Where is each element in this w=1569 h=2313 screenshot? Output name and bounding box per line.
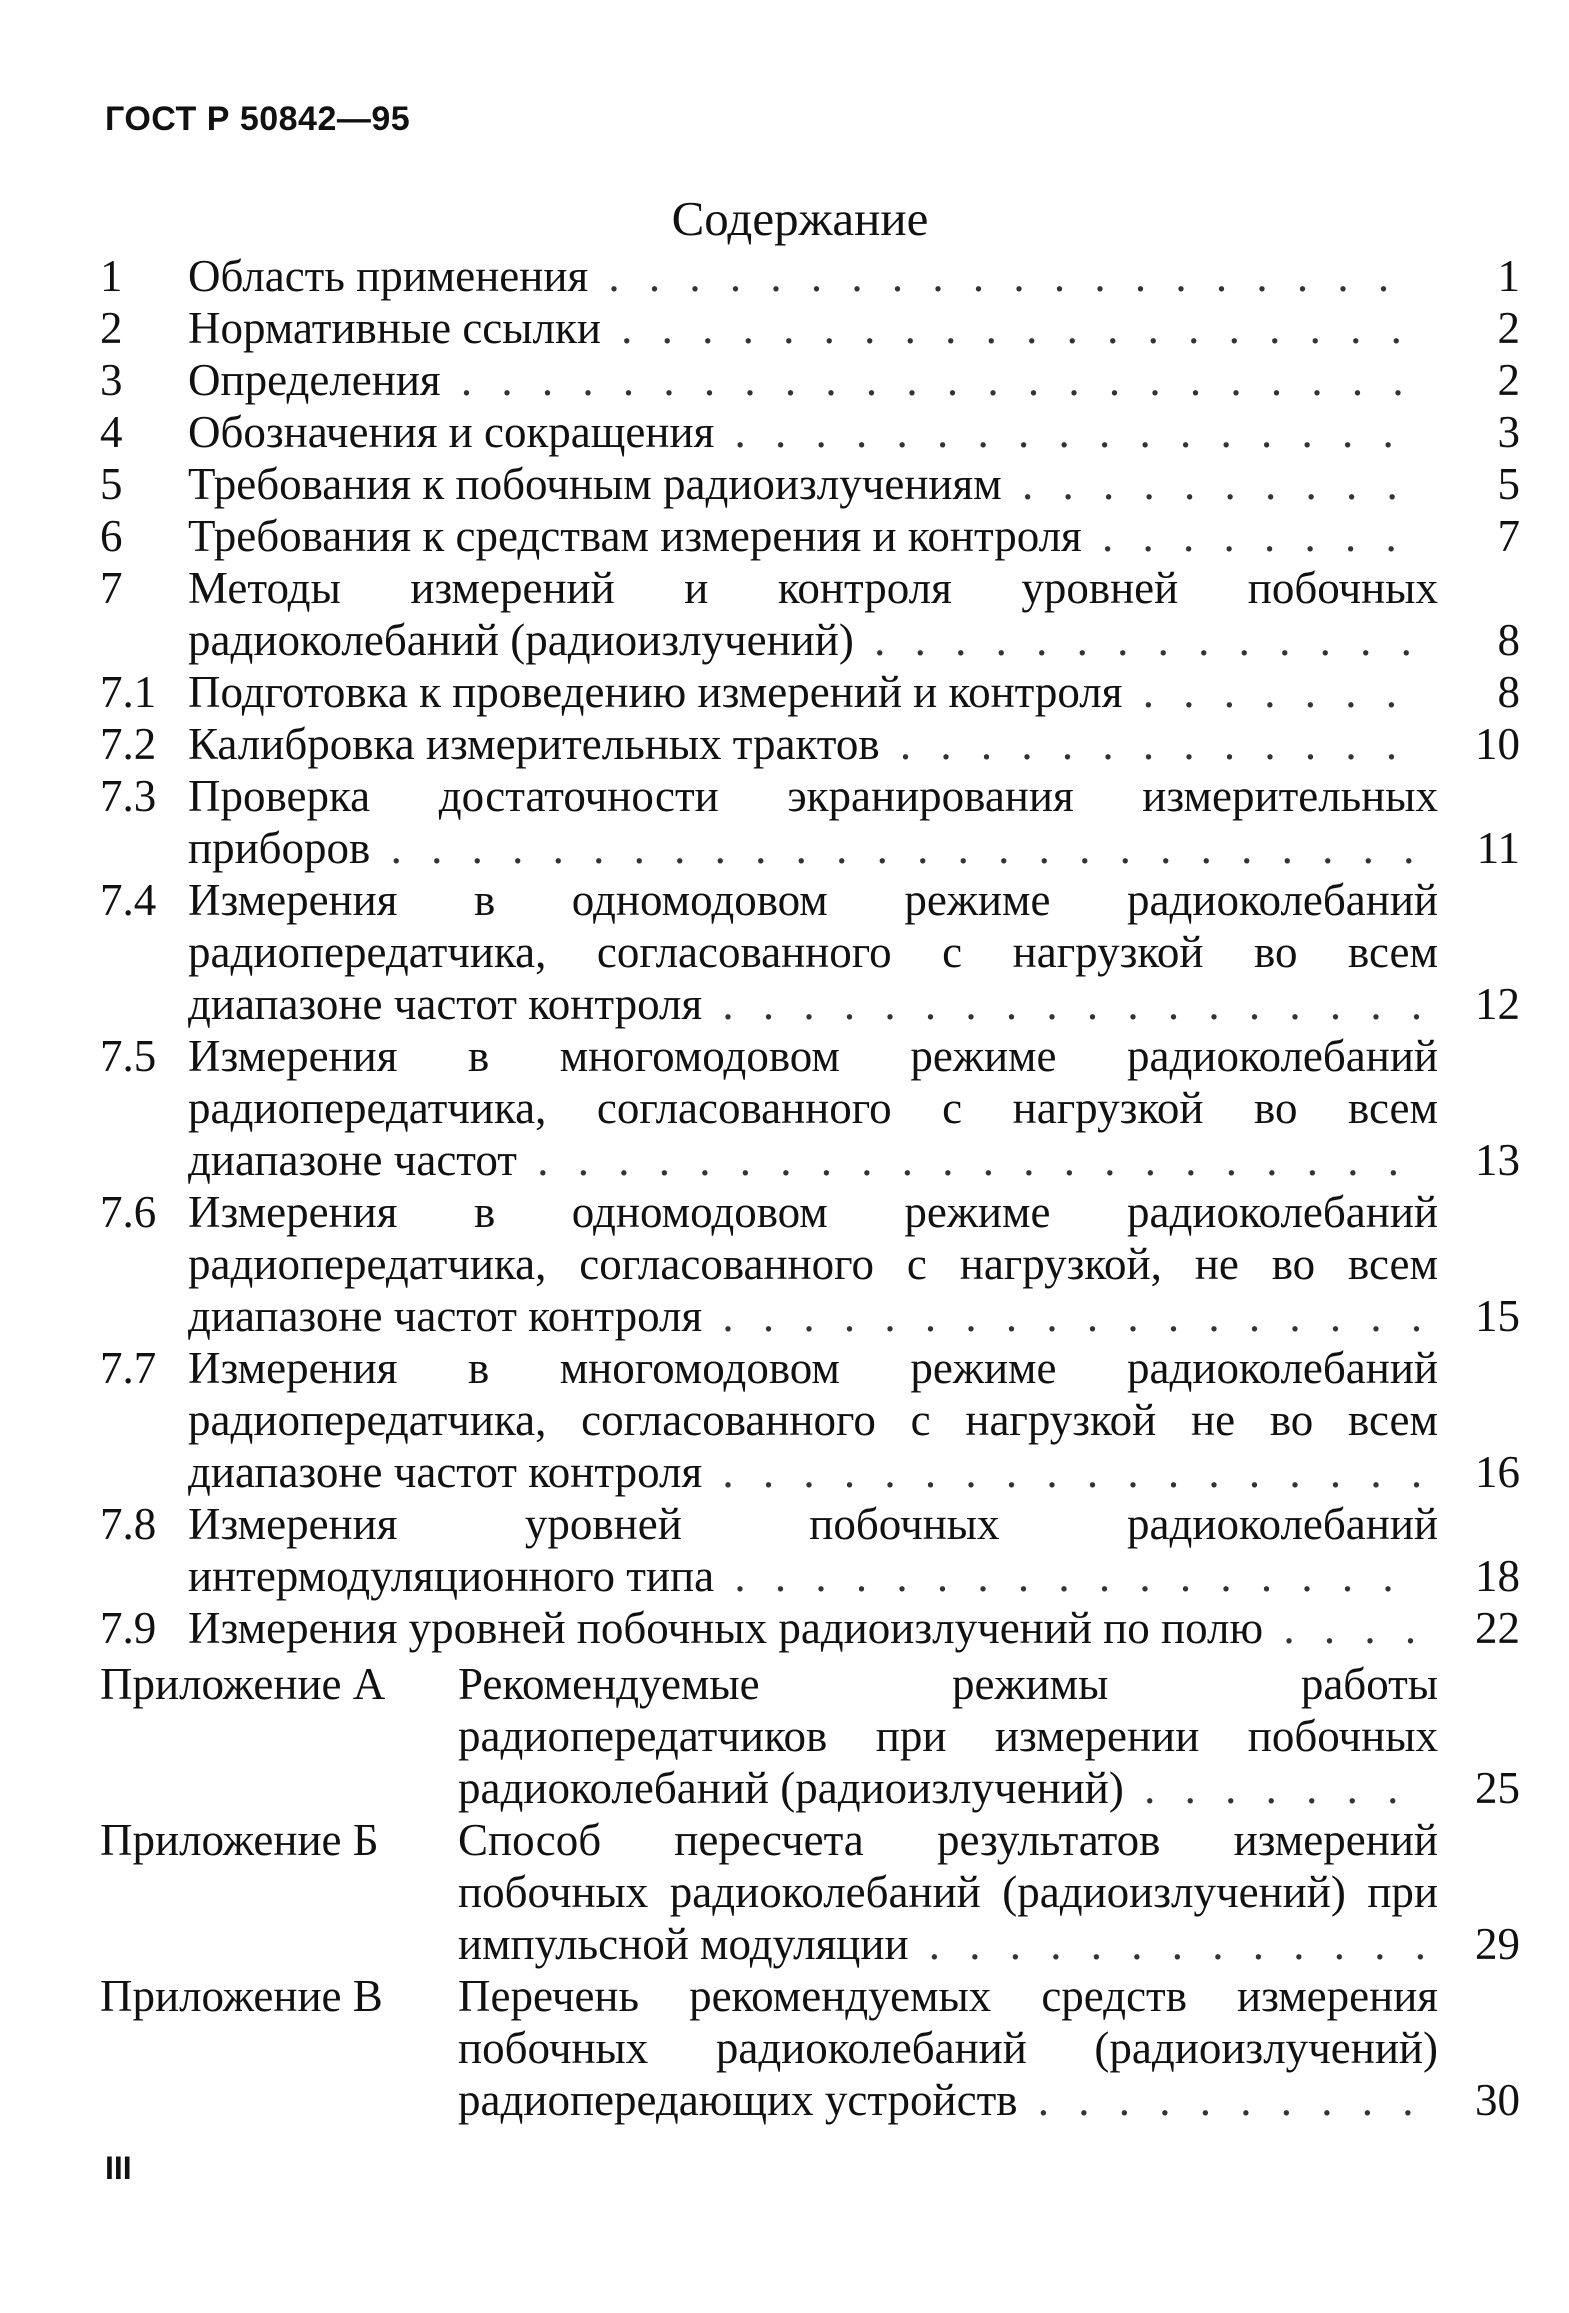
toc-entry — [100, 406, 1520, 458]
toc-entry — [100, 666, 1520, 718]
dot-leader: . . . . . . . — [1122, 667, 1406, 717]
entry-text: Измерения уровней побочных радиоколебаний интермодуляционного типа — [188, 1499, 1438, 1601]
entry-text: Измерения уровней побочных радиоизлучений по полю — [188, 1603, 1264, 1653]
entry-text: Рекомендуемые режимы работы радиопередатчиков при измерении побочных радиоколебаний (радиоизлучений) — [458, 1659, 1438, 1813]
page-number: 3 — [1497, 407, 1520, 457]
entry-text: Методы измерений и контроля уровней побочных радиоколебаний (радиоизлучений) — [188, 563, 1438, 665]
dot-leader: . . . . . . . . . . — [1017, 2075, 1423, 2125]
entry-text: Калибровка измерительных трактов — [188, 719, 880, 769]
appendix-label: Приложение А — [100, 1659, 386, 1709]
page-number: 15 — [1475, 1291, 1520, 1341]
toc-entry — [100, 510, 1520, 562]
page-number: 7 — [1497, 511, 1520, 561]
page-number: 11 — [1476, 823, 1520, 873]
table-of-contents — [100, 250, 1520, 2126]
page-number: 12 — [1475, 979, 1520, 1029]
page-number: 2 — [1497, 355, 1520, 405]
toc-entry — [100, 770, 1520, 874]
page-number: 29 — [1475, 1919, 1520, 1969]
toc-entry — [100, 718, 1520, 770]
toc-entry — [100, 1186, 1520, 1342]
section-number: 7.6 — [100, 1187, 157, 1237]
entry-title — [188, 666, 1438, 718]
toc-entry — [100, 250, 1520, 302]
toc-entry — [100, 1342, 1520, 1498]
appendix-label: Приложение В — [100, 1971, 383, 2021]
dot-leader: . . . . . . . . . . . . . . . . . — [714, 1551, 1403, 1601]
appendix-label: Приложение Б — [100, 1815, 379, 1865]
entry-title — [188, 874, 1438, 1030]
dot-leader: . . . . . . . . . . . . . . . . . . . . — [588, 251, 1399, 301]
entry-title — [458, 1814, 1438, 1970]
toc-appendix-entry — [100, 1814, 1520, 1970]
section-number: 7.7 — [100, 1343, 157, 1393]
entry-text: Определения — [188, 355, 441, 405]
dot-leader: . . . . . . . . . . . . . . . . . . . . . . . . — [440, 355, 1413, 405]
section-number: 7.2 — [100, 719, 157, 769]
entry-title — [188, 406, 1438, 458]
entry-title — [458, 1970, 1438, 2126]
toc-entry — [100, 302, 1520, 354]
dot-leader: . . . . . . . . . . . . . . . . . — [714, 407, 1403, 457]
section-number: 7.4 — [100, 875, 157, 925]
toc-entry — [100, 354, 1520, 406]
section-number: 1 — [100, 251, 123, 301]
dot-leader: . . . . . . . . . . . . . — [908, 1919, 1436, 1969]
entry-text: Требования к побочным радиоизлучениям — [188, 459, 1002, 509]
page-number: 25 — [1475, 1763, 1520, 1813]
entry-text: Способ пересчета результатов измерений побочных радиоколебаний (радиоизлучений) при импульсной модуляции — [458, 1815, 1438, 1969]
toc-entry — [100, 562, 1520, 666]
entry-title — [188, 718, 1438, 770]
entry-title — [188, 302, 1438, 354]
section-number: 7.8 — [100, 1499, 157, 1549]
entry-title — [188, 458, 1438, 510]
entry-text: Обозначения и сокращения — [188, 407, 715, 457]
section-number: 6 — [100, 511, 123, 561]
page-number: 22 — [1475, 1603, 1520, 1653]
page-number: 8 — [1497, 615, 1520, 665]
section-number: 5 — [100, 459, 123, 509]
dot-leader: . . . . . . . . . . — [1001, 459, 1407, 509]
toc-title: Содержание — [671, 191, 929, 246]
entry-text: Нормативные ссылки — [188, 303, 601, 353]
entry-text: Измерения в многомодовом режиме радиоколебаний радиопередатчика, согласованного с нагрузкой не во всем диапазоне частот контроля — [188, 1343, 1438, 1497]
toc-entry — [100, 458, 1520, 510]
toc-entry — [100, 1602, 1520, 1654]
toc-entry — [100, 1030, 1520, 1186]
dot-leader: . . . . — [1263, 1603, 1426, 1653]
page-folio: III — [105, 2150, 132, 2186]
section-number: 4 — [100, 407, 123, 457]
dot-leader: . . . . . . . . . . . . . . . . . . . . . . . . . . — [370, 823, 1424, 873]
dot-leader: . . . . . . . — [1123, 1763, 1408, 1813]
section-number: 7.5 — [100, 1031, 157, 1081]
entry-title — [188, 770, 1438, 874]
entry-text: Требования к средствам измерения и контроля — [188, 511, 1082, 561]
dot-leader: . . . . . . . . . . . . . . . . . . . . — [600, 303, 1411, 353]
document-header: ГОСТ Р 50842—95 — [105, 100, 411, 138]
section-number: 7.3 — [100, 771, 157, 821]
entry-title — [188, 1602, 1438, 1654]
dot-leader: . . . . . . . . . . . . . . . . . . — [702, 979, 1432, 1029]
page-number: 2 — [1497, 303, 1520, 353]
section-number: 7.1 — [100, 667, 157, 717]
entry-text: Перечень рекомендуемых средств измерения побочных радиоколебаний (радиоизлучений) радиопередающих устройств — [458, 1971, 1438, 2125]
toc-entry — [100, 1498, 1520, 1602]
entry-title — [458, 1658, 1438, 1814]
entry-title — [188, 354, 1438, 406]
entry-text: Область применения — [188, 251, 589, 301]
page-number: 8 — [1497, 667, 1520, 717]
page-number: 10 — [1475, 719, 1520, 769]
entry-text: Измерения в одномодовом режиме радиоколебаний радиопередатчика, согласованного с нагрузкой во всем диапазоне частот контроля — [188, 875, 1438, 1029]
entry-title — [188, 250, 1438, 302]
section-number: 7 — [100, 563, 123, 613]
section-number: 7.9 — [100, 1603, 157, 1653]
page-number: 5 — [1497, 459, 1520, 509]
entry-text: Измерения в многомодовом режиме радиоколебаний радиопередатчика, согласованного с нагрузкой во всем диапазоне частот — [188, 1031, 1438, 1185]
toc-entry — [100, 874, 1520, 1030]
entry-title — [188, 510, 1438, 562]
dot-leader: . . . . . . . . . . . . . . . . . . . . . . — [516, 1135, 1408, 1185]
dot-leader: . . . . . . . . . . . . . . . . . . — [702, 1291, 1432, 1341]
page-number: 16 — [1475, 1447, 1520, 1497]
entry-text: Проверка достаточности экранирования измерительных приборов — [188, 771, 1438, 873]
section-number: 2 — [100, 303, 123, 353]
dot-leader: . . . . . . . . — [1081, 511, 1406, 561]
entry-title — [188, 1498, 1438, 1602]
entry-text: Подготовка к проведению измерений и контроля — [188, 667, 1123, 717]
page-number: 1 — [1497, 251, 1520, 301]
toc-appendix-entry — [100, 1970, 1520, 2126]
page-number: 30 — [1475, 2075, 1520, 2125]
section-number: 3 — [100, 355, 123, 405]
toc-appendix-entry — [100, 1658, 1520, 1814]
dot-leader: . . . . . . . . . . . . . . — [853, 615, 1421, 665]
entry-title — [188, 562, 1438, 666]
dot-leader: . . . . . . . . . . . . . — [879, 719, 1407, 769]
entry-title — [188, 1030, 1438, 1186]
entry-title — [188, 1186, 1438, 1342]
page-number: 18 — [1475, 1551, 1520, 1601]
entry-title — [188, 1342, 1438, 1498]
dot-leader: . . . . . . . . . . . . . . . . . . — [702, 1447, 1432, 1497]
page-number: 13 — [1475, 1135, 1520, 1185]
entry-text: Измерения в одномодовом режиме радиоколебаний радиопередатчика, согласованного с нагрузкой, не во всем диапазоне частот контроля — [188, 1187, 1438, 1341]
